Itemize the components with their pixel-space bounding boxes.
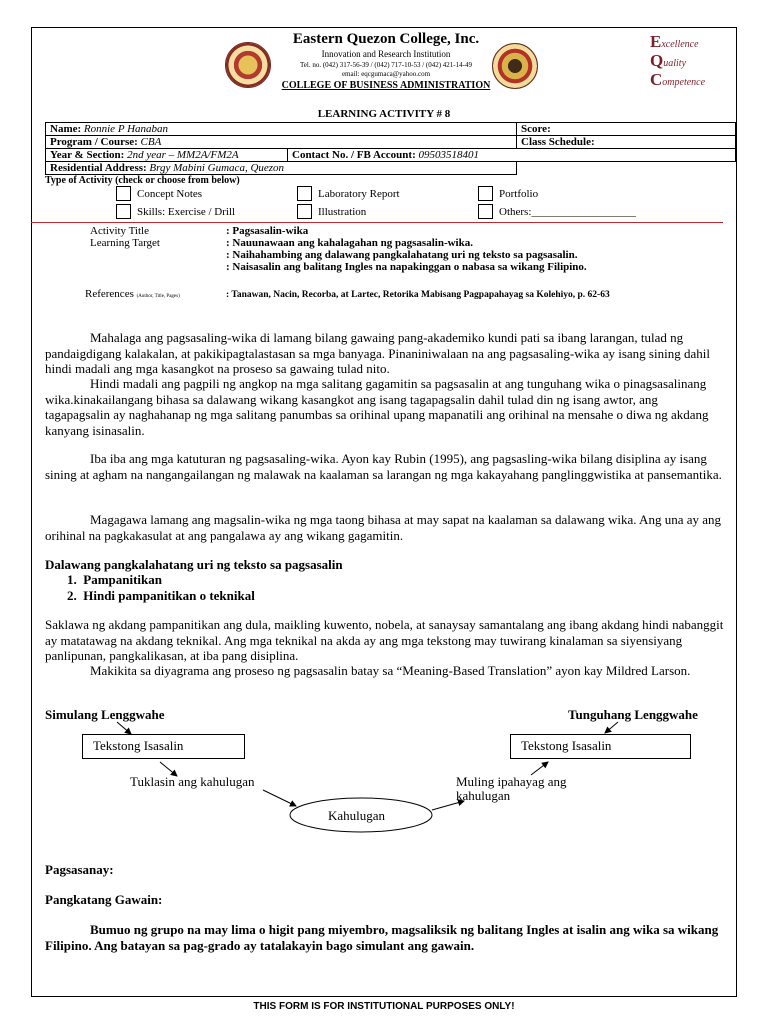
telephone-numbers: Tel. no. (042) 317-56-39 / (042) 717-10-53 / (042) 421-14-49: [300, 61, 472, 69]
schedule-cell: Class Schedule:: [517, 136, 736, 149]
option-portfolio[interactable]: Portfolio: [478, 186, 538, 201]
arrow-target-heading: [605, 722, 618, 733]
address-cell: Residential Address: Brgy Mabini Gumaca, Quezon: [46, 162, 517, 175]
year-section-cell: Year & Section: 2nd year – MM2A/FM2A: [46, 149, 288, 162]
exercise-heading: Pagsasanay:: [45, 862, 114, 877]
learning-target-item: : Naisasalin ang balitang Ingles na napakinggan o nabasa sa wikang Filipino.: [226, 261, 587, 273]
source-language-heading: Simulang Lenggwahe: [45, 707, 165, 722]
college-name: Eastern Quezon College, Inc.: [292, 31, 480, 47]
option-skills-exercise[interactable]: Skills: Exercise / Drill: [116, 204, 235, 219]
activity-heading: LEARNING ACTIVITY # 8: [317, 108, 451, 120]
references-label: References (Author, Title, Pages): [85, 288, 180, 300]
paragraph-definitions: Iba iba ang mga katuturan ng pagsasaling-wika. Ayon kay Rubin (1995), ang pagsasling-wika bilang disiplina ay isang sining at agham na nangangailangan ng malawak na kaalaman sa larangan ng mga kakayahang panglinggwistika at pansemantika.: [45, 451, 722, 482]
target-language-heading: Tunguhang Lenggwahe: [568, 707, 698, 722]
institution-name: Innovation and Research Institution: [321, 49, 451, 59]
department-name: COLLEGE OF BUSINESS ADMINISTRATION: [281, 80, 491, 91]
paragraph-literary: Saklawa ng akdang pampanitikan ang dula, maikling kuwento, nobela, at sanaysay samantalang ang ibang akdang hindi nabanggit ay matatawag na akdang teknikal. Ang mga teknikal na akda ay ang mga tekstong may tuwirang kinalaman sa siyensiyang panlipunan, pangkalikasan, at iba pang disiplina.: [45, 617, 724, 663]
contact-cell: Contact No. / FB Account: 09503518401: [288, 149, 736, 162]
name-cell: Name: Ronnie P Hanaban: [46, 123, 517, 136]
group-activity-instruction: Bumuo ng grupo na may lima o higit pang miyembro, magsaliksik ng balitang Ingles at isalin ang wika sa wikang Filipino. Ang batayan sa pag-grado ay tatalakayin bago simulant ang gawain.: [45, 922, 719, 953]
option-others[interactable]: Others:___________________: [478, 204, 636, 219]
option-laboratory-report[interactable]: Laboratory Report: [297, 186, 400, 201]
learning-target-item: : Nauunawaan ang kahalagahan ng pagsasalin-wika.: [226, 237, 473, 249]
list-item: 1. Pampanitikan: [67, 572, 162, 587]
paragraph-intro: Mahalaga ang pagsasaling-wika di lamang bilang gawaing pang-akademiko kundi pati sa ibang larangan, tulad ng pandaigdigang kalakalan, at pakikipagtalastasan sa mga banyaga. Pinaniniwalaan na ang pagsasaling-wika ay isang sining dahil hindi madali ang mga kasangkot na proseso sa gawaing tulad nito.: [45, 330, 710, 376]
paragraph-selection: Hindi madali ang pagpili ng angkop na mga salitang gagamitin sa pagsasalin at ang tunguhang wika o pinagsasalinang wika.kinakailangang bihasa sa dalawang wikang kasangkot ang isang tagapagsalin dahil tulad din ng isang awtor, ang tagapagsalin ay naghahanap ng mga salitang panumbas sa orihinal upang mapanatili ang orihinal na mensahe o diwa ng akdang kanyang isinasalin.: [45, 376, 709, 438]
paragraph-diagram-intro: Makikita sa diyagrama ang proseso ng pagsasalin batay sa “Meaning-Based Translation” ayon kay Mildred Larson.: [90, 663, 691, 678]
source-text-box: Tekstong Isasalin: [82, 734, 245, 759]
score-cell: Score:: [517, 123, 736, 136]
activity-title-value: : Pagsasalin-wika: [226, 225, 309, 237]
option-illustration[interactable]: Illustration: [297, 204, 366, 219]
footer-notice: THIS FORM IS FOR INSTITUTIONAL PURPOSES ONLY!: [253, 1001, 515, 1012]
group-activity-heading: Pangkatang Gawain:: [45, 892, 163, 907]
motto-line-c: Competence: [650, 70, 706, 89]
motto-line-q: Quality: [650, 51, 687, 70]
option-concept-notes[interactable]: Concept Notes: [116, 186, 202, 201]
activity-title-label: Activity Title: [90, 225, 149, 237]
list-item: 2. Hindi pampanitikan o teknikal: [67, 587, 255, 603]
references-value: : Tanawan, Nacin, Recorba, at Lartec, Retorika Mabisang Pagpapahayag sa Kolehiyo, p. 62-63: [226, 290, 610, 300]
learning-target-label: Learning Target: [90, 237, 160, 249]
discover-meaning-label: Tuklasin ang kahulugan: [130, 774, 255, 789]
email-address: email: eqcgumaca@yahoo.com: [341, 70, 431, 78]
motto-line-e: Excellence: [650, 32, 699, 51]
learning-target-item: : Naihahambing ang dalawang pangkalahatang uri ng teksto sa pagsasalin.: [226, 249, 578, 261]
list-heading: Dalawang pangkalahatang uri ng teksto sa pagsasalin: [45, 557, 343, 572]
meaning-label: Kahulugan: [328, 808, 386, 823]
target-text-box: Tekstong Isasalin: [510, 734, 691, 759]
activity-type-label: Type of Activity (check or choose from below): [45, 175, 240, 186]
arrow-to-meaning: [263, 790, 296, 806]
program-cell: Program / Course: CBA: [46, 136, 517, 149]
arrow-source-heading: [117, 722, 131, 734]
re-express-meaning-label: Muling ipahayag ang kahulugan: [456, 774, 567, 803]
paragraph-translators: Magagawa lamang ang magsalin-wika ng mga taong bihasa at may sapat na kaalaman sa dalawang wika. Ang una ay ang orihinal na pagkakasulat at ang pangalawa ay ang wikang gagamitin.: [45, 512, 722, 543]
